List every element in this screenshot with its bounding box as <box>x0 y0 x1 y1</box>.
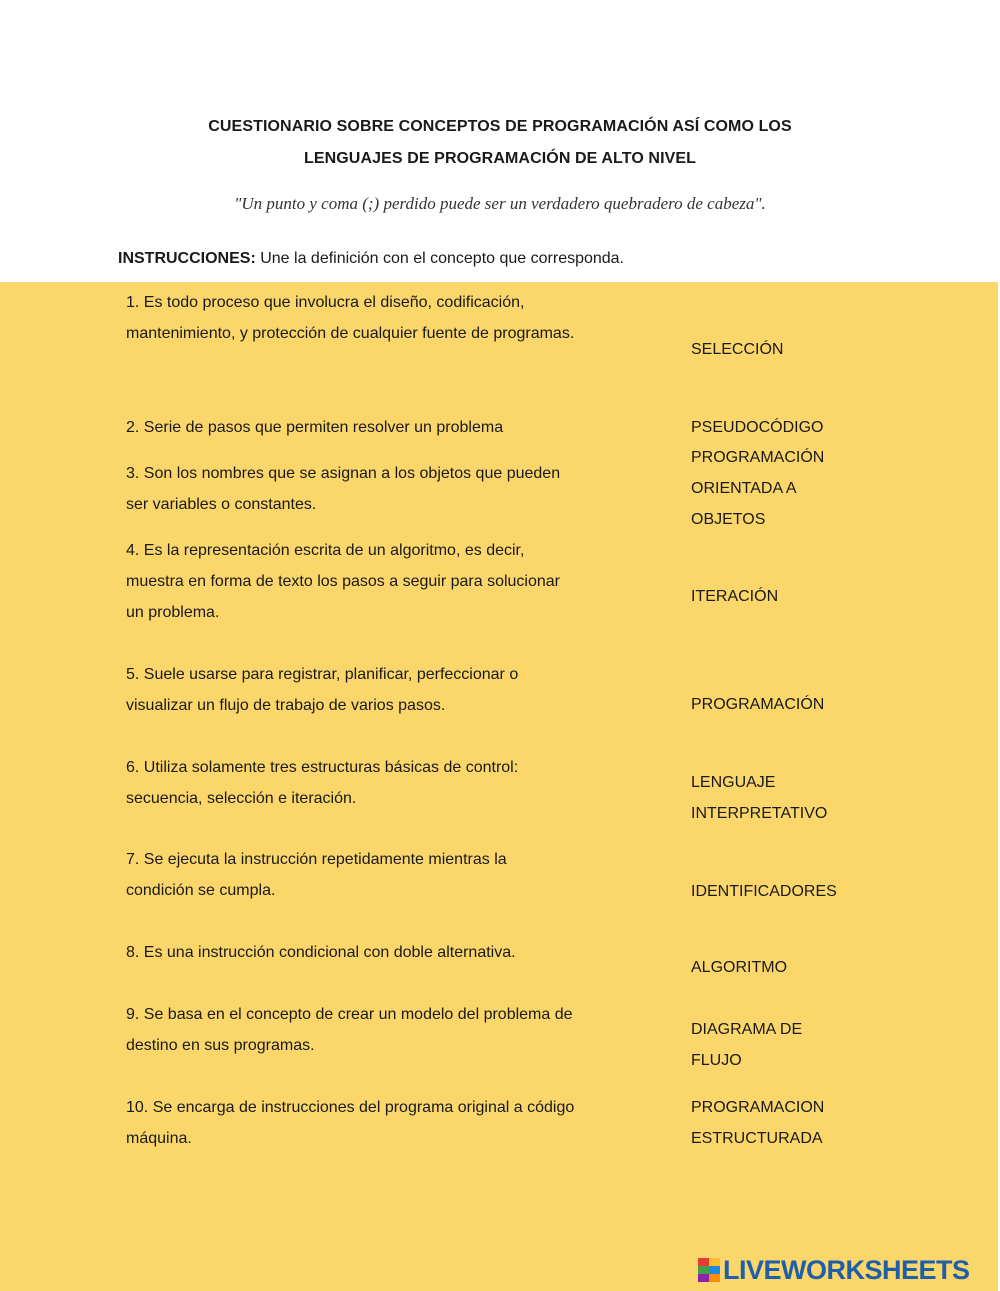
title-line-2: LENGUAJES DE PROGRAMACIÓN DE ALTO NIVEL <box>303 150 697 167</box>
instructions-label: INSTRUCCIONES: <box>118 250 256 267</box>
question-3: 3. Son los nombres que se asignan a los objetos que pueden ser variables o constantes. <box>126 465 561 513</box>
logo-blocks-icon <box>698 1258 720 1282</box>
question-8: 8. Es una instrucción condicional con doble alternativa. <box>126 944 516 961</box>
concept-poo[interactable]: PROGRAMACIÓN ORIENTADA A OBJETOS <box>691 449 825 528</box>
concept-lenguaje-interpretativo[interactable]: LENGUAJE INTERPRETATIVO <box>691 774 828 822</box>
question-2: 2. Serie de pasos que permiten resolver un problema <box>126 419 504 436</box>
question-1: 1. Es todo proceso que involucra el diseño, codificación, mantenimiento, y protección de cualquier fuente de programas. <box>126 294 575 342</box>
concept-algoritmo[interactable]: ALGORITMO <box>691 959 788 976</box>
instructions <box>118 250 624 268</box>
logo-block <box>698 1258 709 1266</box>
question-10: 10. Se encarga de instrucciones del programa original a código máquina. <box>126 1099 575 1147</box>
logo-block <box>709 1266 720 1274</box>
concept-programacion-estructurada[interactable]: PROGRAMACION ESTRUCTURADA <box>691 1099 825 1147</box>
title-line-1: CUESTIONARIO SOBRE CONCEPTOS DE PROGRAMACIÓN ASÍ COMO LOS <box>208 118 792 135</box>
question-6: 6. Utiliza solamente tres estructuras básicas de control: secuencia, selección e iteración. <box>126 759 519 807</box>
instructions-text: Une la definición con el concepto que corresponda. <box>255 250 625 267</box>
question-9: 9. Se basa en el concepto de crear un modelo del problema de destino en sus programas. <box>126 1006 573 1054</box>
logo-block <box>698 1266 709 1274</box>
question-4: 4. Es la representación escrita de un algoritmo, es decir, muestra en forma de texto los pasos a seguir para solucionar un problema. <box>126 542 561 621</box>
concept-programacion[interactable]: PROGRAMACIÓN <box>691 696 825 713</box>
concept-seleccion[interactable]: SELECCIÓN <box>691 341 784 358</box>
concept-pseudocodigo[interactable]: PSEUDOCÓDIGO <box>691 419 824 436</box>
liveworksheets-logo <box>698 1255 970 1285</box>
concept-diagrama-de-flujo[interactable]: DIAGRAMA DE FLUJO <box>691 1021 803 1069</box>
logo-block <box>709 1258 720 1266</box>
concept-iteracion[interactable]: ITERACIÓN <box>691 588 779 605</box>
question-7: 7. Se ejecuta la instrucción repetidamente mientras la condición se cumpla. <box>126 851 507 899</box>
quote: "Un punto y coma (;) perdido puede ser un verdadero quebradero de cabeza". <box>234 194 766 213</box>
concept-identificadores[interactable]: IDENTIFICADORES <box>691 883 837 900</box>
logo-block <box>698 1274 709 1282</box>
logo-block <box>709 1274 720 1282</box>
logo-text: LIVEWORKSHEETS <box>723 1254 970 1285</box>
question-5: 5. Suele usarse para registrar, planificar, perfeccionar o visualizar un flujo de trabajo de varios pasos. <box>126 666 519 714</box>
